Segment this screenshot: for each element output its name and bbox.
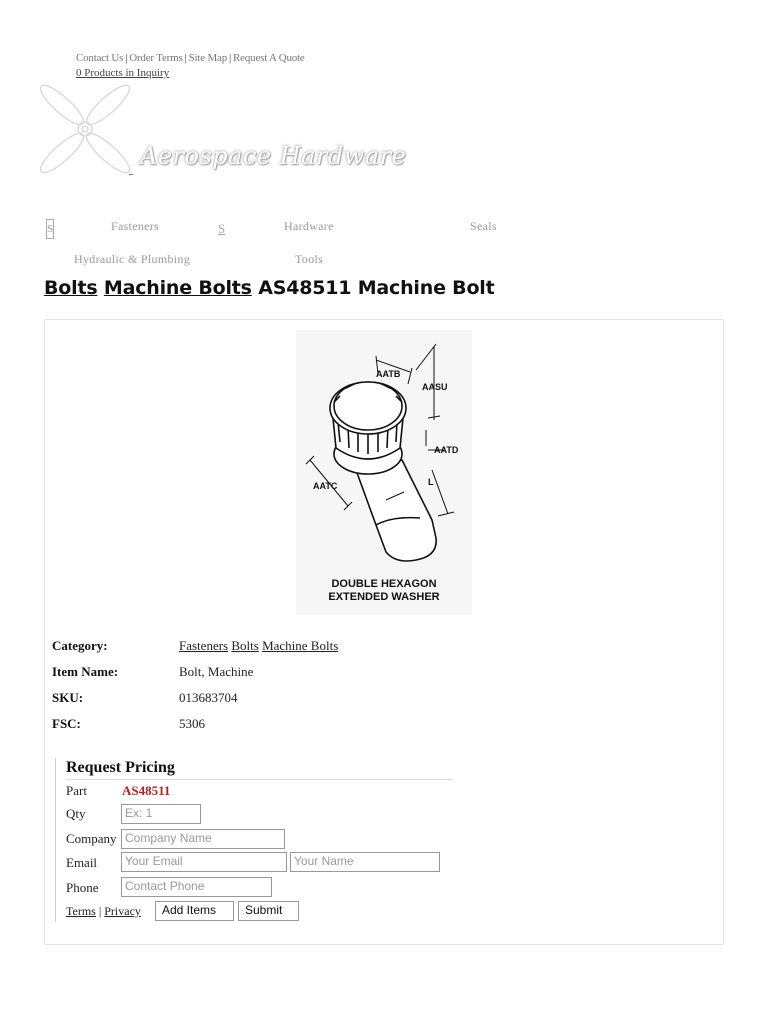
breadcrumb-current: AS48511 Machine Bolt [258, 277, 495, 299]
category-links [179, 638, 338, 654]
item-name-label: Item Name: [52, 664, 119, 679]
category-label: Category: [52, 638, 108, 653]
order-terms-link[interactable]: Order Terms [129, 52, 183, 64]
inquiry-link[interactable]: 0 Products in Inquiry [76, 67, 170, 79]
dim-label-aatb: AATB [376, 369, 401, 379]
top-links: Contact Us | Order Terms | Site Map | Request A Quote [76, 52, 305, 64]
diagram-caption-line1: DOUBLE HEXAGON [331, 578, 437, 590]
phone-label: Phone [66, 880, 99, 895]
breadcrumb-bolts[interactable]: Bolts [44, 277, 98, 299]
request-pricing-title: Request Pricing [66, 759, 175, 776]
nav-item-hydraulic-plumbing[interactable]: Hydraulic & Plumbing [74, 252, 190, 266]
submit-button[interactable]: Submit [238, 901, 299, 921]
nav-icon-square[interactable]: S [46, 219, 54, 239]
request-quote-link[interactable]: Request A Quote [233, 52, 305, 64]
dim-label-aasu: AASU [422, 382, 448, 392]
nav-item-tools[interactable]: Tools [295, 252, 323, 266]
nav-item-seals[interactable]: Seals [470, 219, 497, 233]
category-link-bolts[interactable]: Bolts [231, 638, 259, 653]
dim-label-aatd: AATD [434, 445, 459, 455]
qty-input[interactable]: Ex: 1 [121, 804, 201, 824]
logo-link-underline [129, 174, 133, 175]
site-map-link[interactable]: Site Map [188, 52, 228, 64]
breadcrumb-machine-bolts[interactable]: Machine Bolts [103, 277, 252, 299]
fsc-label: FSC: [52, 716, 81, 731]
product-diagram [296, 330, 472, 615]
part-label: Part [66, 783, 87, 798]
email-input[interactable]: Your Email [121, 852, 287, 872]
dim-label-aatc: AATC [313, 481, 338, 491]
privacy-link[interactable]: Privacy [104, 904, 141, 918]
name-input[interactable]: Your Name [290, 852, 440, 872]
legal-separator: | [98, 904, 102, 918]
request-pricing-border [55, 758, 56, 922]
page-title [44, 277, 495, 299]
nav-item-fasteners[interactable]: Fasteners [111, 219, 160, 233]
nav-item-hardware[interactable]: Hardware [284, 219, 334, 233]
company-input[interactable]: Company Name [121, 829, 285, 849]
contact-us-link[interactable]: Contact Us [76, 52, 124, 64]
phone-input[interactable]: Contact Phone [121, 877, 272, 897]
qty-label: Qty [66, 806, 86, 821]
add-items-button[interactable]: Add Items [155, 901, 234, 921]
company-label: Company [66, 831, 117, 846]
part-value: AS48511 [122, 783, 171, 798]
email-label: Email [66, 855, 98, 870]
fsc-value: 5306 [179, 716, 205, 731]
terms-link[interactable]: Terms [66, 904, 96, 918]
nav-icon-s[interactable]: S [218, 221, 226, 236]
legal-links [66, 904, 141, 919]
category-link-fasteners[interactable]: Fasteners [179, 638, 229, 653]
sku-value: 013683704 [179, 690, 238, 705]
dim-label-l: L [428, 477, 434, 487]
diagram-caption-line2: EXTENDED WASHER [328, 591, 440, 603]
category-link-machine-bolts[interactable]: Machine Bolts [262, 638, 339, 653]
item-name-value: Bolt, Machine [179, 664, 254, 679]
request-pricing-divider [66, 779, 453, 780]
sku-label: SKU: [52, 690, 84, 705]
logo-text: Aerospace Hardware [140, 142, 407, 170]
